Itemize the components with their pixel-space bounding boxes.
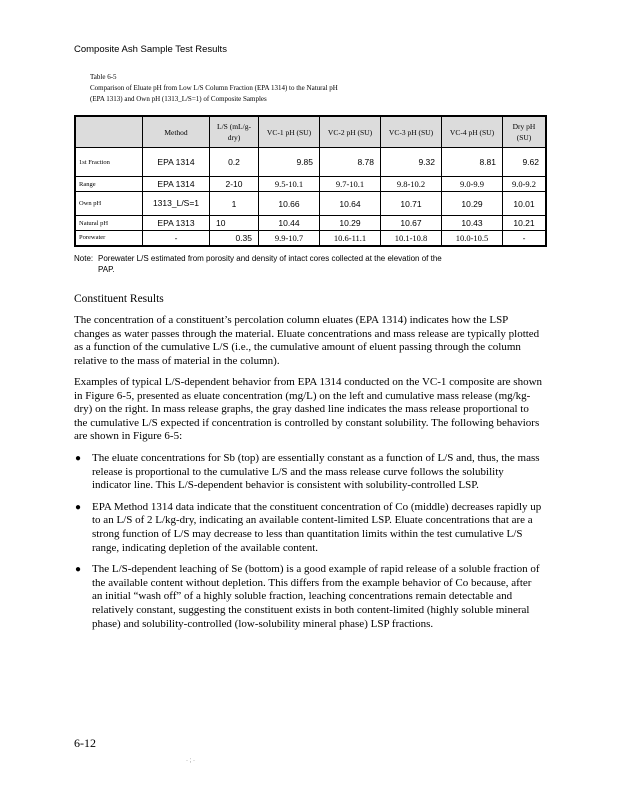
note-label: Note: xyxy=(74,254,94,263)
table-header-cell xyxy=(75,116,143,148)
table-cell: 10.67 xyxy=(381,216,442,231)
table-caption-line2: (EPA 1313) and Own pH (1313_L/S=1) of Composite Samples xyxy=(90,95,267,103)
table-header-cell: VC-1 pH (SU) xyxy=(259,116,320,148)
table-caption-line1: Comparison of Eluate pH from Low L/S Column Fraction (EPA 1314) to the Natural pH xyxy=(90,84,338,92)
table-cell: 10.0-10.5 xyxy=(442,231,503,246)
list-item-text: The L/S-dependent leaching of Se (bottom) is a good example of rapid release of a soluble fraction of the available content without depletion. This differs from the example behavior of Co because, after an initial “wash off” of a highly soluble fraction, leaching concentrations remain detectable and relatively constant, suggesting the constituent exists in both content-limited (highly soluble mineral phase) and solubility-controlled (low-solubility mineral phase) LSP fractions. xyxy=(92,563,540,630)
body-paragraph: Examples of typical L/S-dependent behavior from EPA 1314 conducted on the VC-1 composite are shown in Figure 6-5, presented as eluate concentration (mg/L) on the left and cumulative mass release (mg/kg-dry) on the right. In mass release graphs, the gray dashed line indicates the mass release proportional to the cumulative L/S expected if concentration is controlled by constant solubility. The following behaviors are shown in Figure 6-5: xyxy=(74,376,543,443)
table-caption xyxy=(90,72,338,105)
table-cell: 0.2 xyxy=(210,148,259,177)
table-cell: 9.5-10.1 xyxy=(259,177,320,192)
note-text-continued: PAP. xyxy=(98,265,115,274)
table-cell: 10.71 xyxy=(381,192,442,216)
table-header-cell: Method xyxy=(143,116,210,148)
table-cell: 10.66 xyxy=(259,192,320,216)
list-item-text: EPA Method 1314 data indicate that the constituent concentration of Co (middle) decreases rapidly up to an L/S of 2 L/kg-dry, indicating an available content-limited LSP. Eluate concentrations that are a strong function of L/S may decrease to less than quantitation limits within the test cumulative L/S range, indicating depletion of the available content. xyxy=(92,500,542,554)
table-cell: 0.35 xyxy=(210,231,259,246)
table-header-row xyxy=(75,116,546,148)
table-cell: 9.85 xyxy=(259,148,320,177)
table-cell: 9.9-10.7 xyxy=(259,231,320,246)
table-caption-label: Table 6-5 xyxy=(90,73,117,81)
table-cell: 1313_L/S=1 xyxy=(143,192,210,216)
table-cell: - xyxy=(503,231,547,246)
table-row xyxy=(75,231,546,246)
table-header-cell: VC-3 pH (SU) xyxy=(381,116,442,148)
table-cell: EPA 1314 xyxy=(143,148,210,177)
list-item xyxy=(74,501,542,555)
table-cell: EPA 1313 xyxy=(143,216,210,231)
table-cell: 9.7-10.1 xyxy=(320,177,381,192)
bullet-icon: ● xyxy=(75,501,82,513)
running-header: Composite Ash Sample Test Results xyxy=(74,44,227,55)
table-row-label: 1st Fraction xyxy=(75,148,143,177)
table-row-label: Own pH xyxy=(75,192,143,216)
table-header-cell: Dry pH (SU) xyxy=(503,116,547,148)
table-cell: - xyxy=(143,231,210,246)
table-cell: 10.1-10.8 xyxy=(381,231,442,246)
table-cell: 10.21 xyxy=(503,216,547,231)
list-item xyxy=(74,563,542,631)
table-header-cell: VC-4 pH (SU) xyxy=(442,116,503,148)
table-header-cell: L/S (mL/g-dry) xyxy=(210,116,259,148)
list-item-text: The eluate concentrations for Sb (top) are essentially constant as a function of L/S and, thus, the mass release is proportional to the cumulative L/S and the mass release curve follows the solubility indicator line. This L/S-dependent behavior is consistent with solubility-controlled LSP. xyxy=(92,452,540,492)
table-cell: 1 xyxy=(210,192,259,216)
table-row xyxy=(75,216,546,231)
table-cell: 9.32 xyxy=(381,148,442,177)
ph-comparison-table xyxy=(74,115,547,247)
table-row-label: Range xyxy=(75,177,143,192)
table-cell: 10.64 xyxy=(320,192,381,216)
table-note xyxy=(74,253,544,275)
table-cell: 9.62 xyxy=(503,148,547,177)
table-row xyxy=(75,177,546,192)
section-heading: Constituent Results xyxy=(74,293,164,305)
table-header-cell: VC-2 pH (SU) xyxy=(320,116,381,148)
table-row-label: Porewater xyxy=(75,231,143,246)
page-number: 6-12 xyxy=(74,736,96,750)
behavior-list xyxy=(74,452,542,639)
table-cell: EPA 1314 xyxy=(143,177,210,192)
bullet-icon: ● xyxy=(75,453,82,464)
table-cell: 9.8-10.2 xyxy=(381,177,442,192)
table-cell: 9.0-9.2 xyxy=(503,177,547,192)
table-cell: 10.44 xyxy=(259,216,320,231)
note-text: Porewater L/S estimated from porosity and density of intact cores collected at the elevation of the xyxy=(98,254,442,263)
table-cell: 10.01 xyxy=(503,192,547,216)
table-cell: 10.29 xyxy=(442,192,503,216)
table-cell: 10 xyxy=(210,216,259,231)
bullet-icon: ● xyxy=(75,564,82,576)
table-cell: 8.81 xyxy=(442,148,503,177)
table-row xyxy=(75,192,546,216)
body-paragraph: The concentration of a constituent’s percolation column eluates (EPA 1314) indicates how the LSP changes as water passes through the material. Eluate concentrations and mass release are typically plotted as a function of the cumulative L/S (i.e., the cumulative amount of eluent passing through the column relative to the mass of material in the column). xyxy=(74,314,540,367)
table-cell: 10.29 xyxy=(320,216,381,231)
list-item xyxy=(74,452,542,493)
table-cell: 10.43 xyxy=(442,216,503,231)
table-row xyxy=(75,148,546,177)
table-cell: 9.0-9.9 xyxy=(442,177,503,192)
table-row-label: Natural pH xyxy=(75,216,143,231)
footer-mark: · ; · xyxy=(186,758,195,764)
table-cell: 8.78 xyxy=(320,148,381,177)
table-cell: 10.6-11.1 xyxy=(320,231,381,246)
table-cell: 2-10 xyxy=(210,177,259,192)
